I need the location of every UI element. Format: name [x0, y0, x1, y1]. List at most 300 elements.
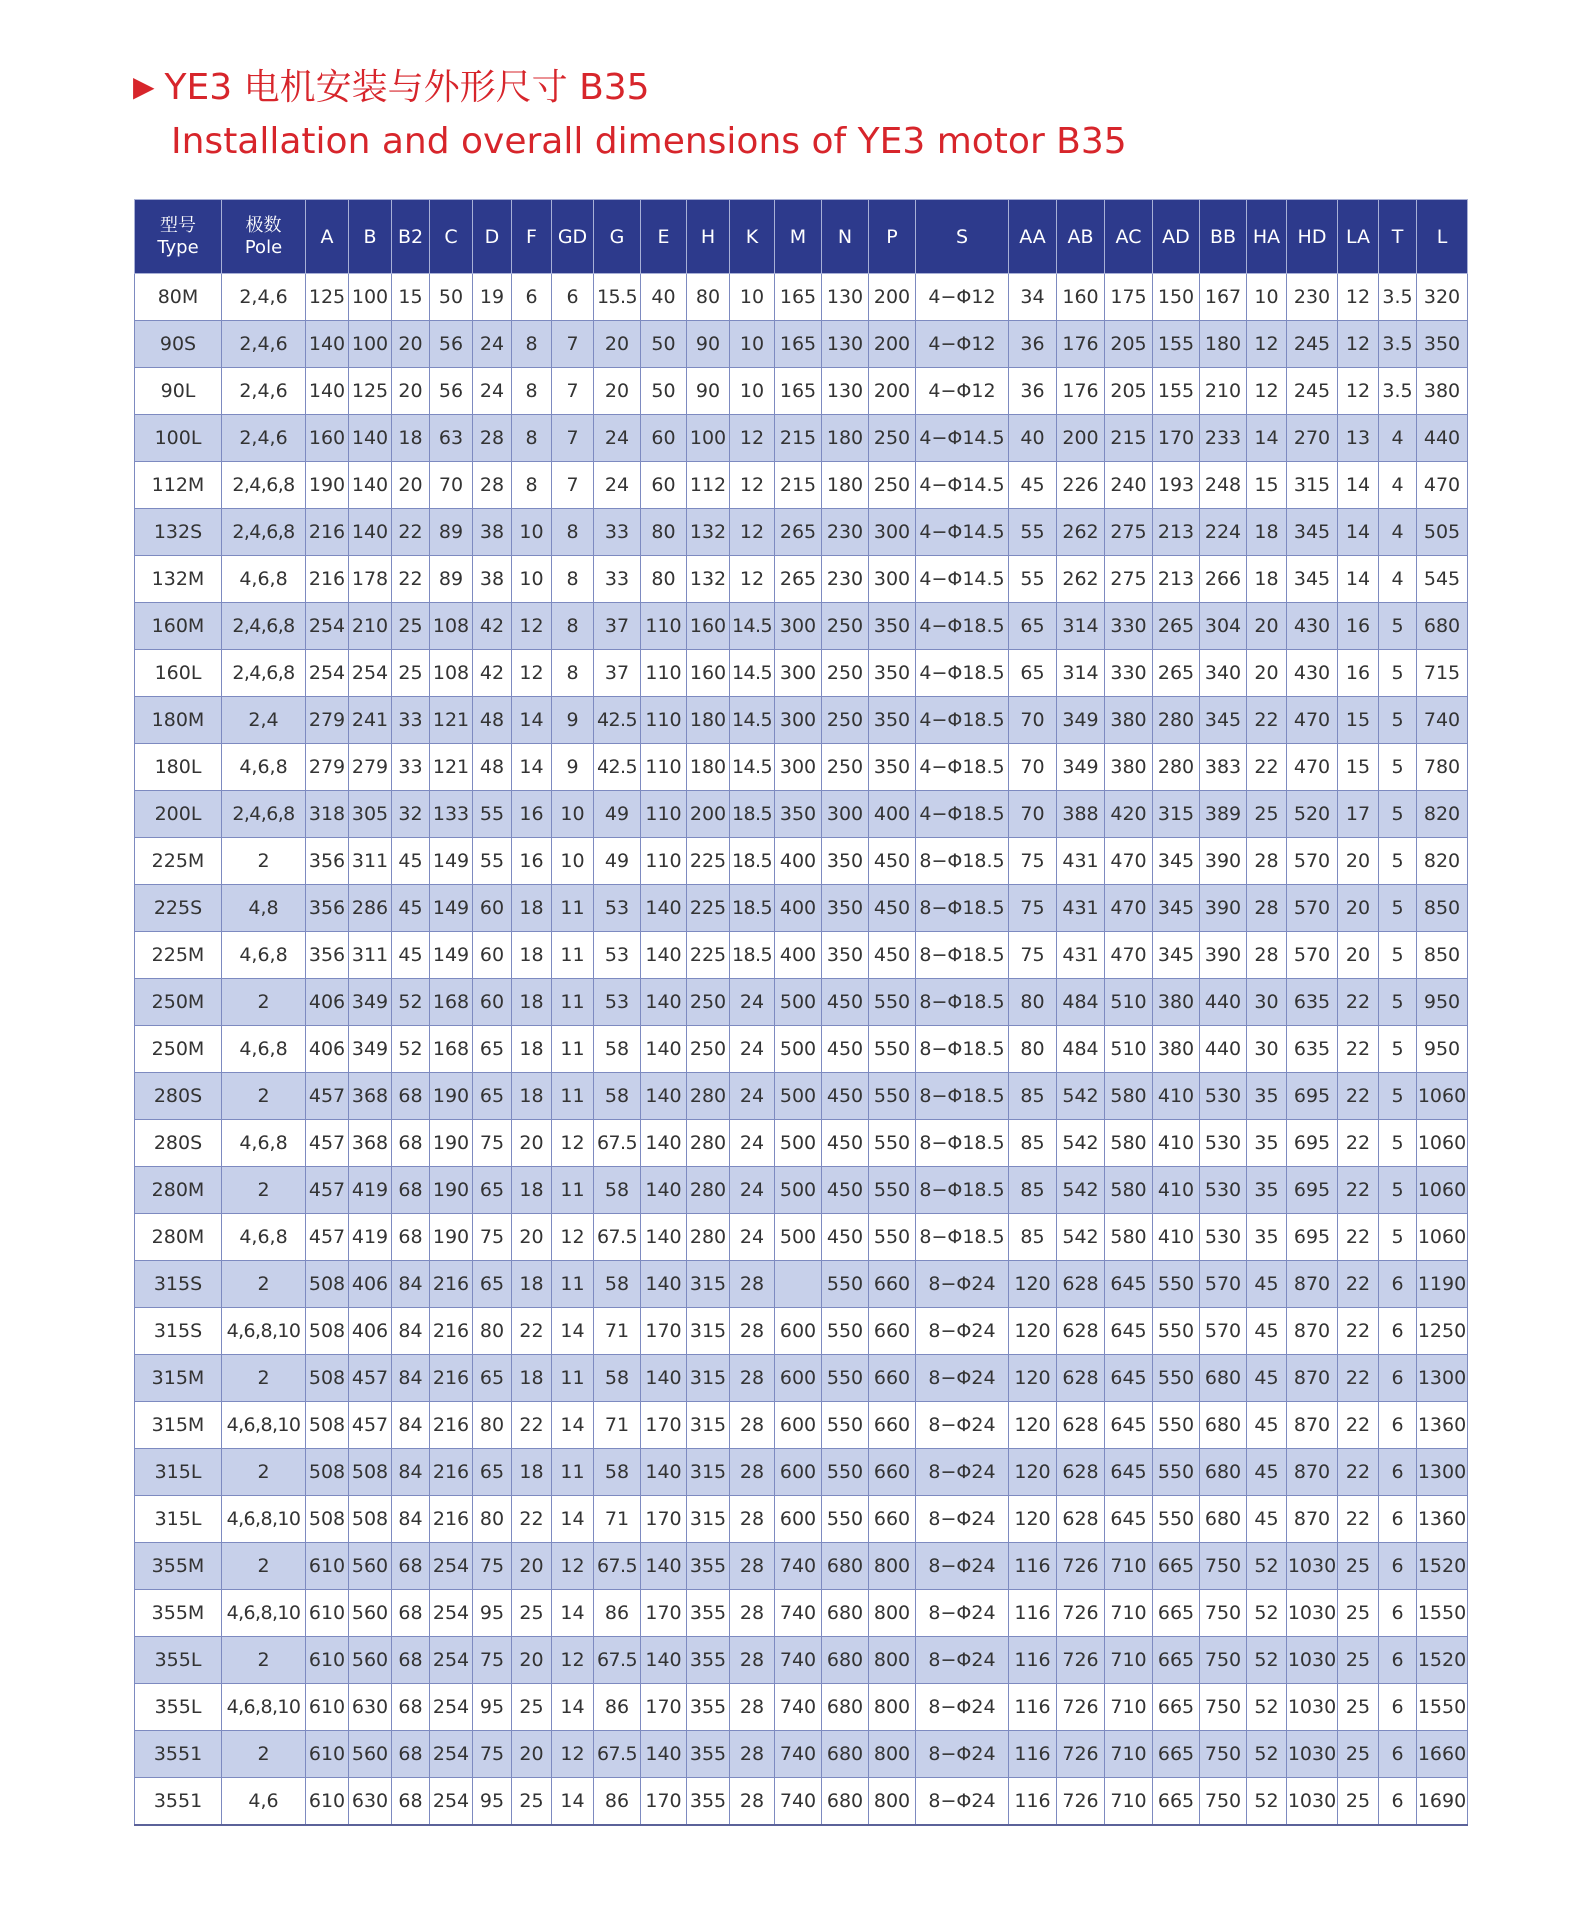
table-cell: 645	[1105, 1496, 1153, 1543]
table-cell: 5	[1379, 932, 1417, 979]
table-cell: 355L	[135, 1637, 222, 1684]
table-cell: 100L	[135, 415, 222, 462]
table-cell: 190	[430, 1120, 473, 1167]
table-cell: 1520	[1417, 1637, 1468, 1684]
table-cell: 6	[1379, 1449, 1417, 1496]
table-cell: 628	[1057, 1496, 1105, 1543]
column-header-label: BB	[1209, 225, 1237, 248]
table-cell: 30	[1247, 1026, 1287, 1073]
table-cell: 25	[1338, 1778, 1379, 1826]
table-cell: 25	[1338, 1543, 1379, 1590]
table-cell: 52	[1247, 1778, 1287, 1826]
table-cell: 470	[1287, 697, 1338, 744]
table-cell: 160M	[135, 603, 222, 650]
table-cell: 75	[1009, 838, 1057, 885]
table-cell: 8−Φ18.5	[916, 1120, 1009, 1167]
table-cell: 14	[552, 1590, 594, 1637]
table-cell: 431	[1057, 885, 1105, 932]
table-cell: 8−Φ18.5	[916, 1167, 1009, 1214]
table-cell: 71	[594, 1308, 641, 1355]
table-cell: 665	[1153, 1731, 1200, 1778]
table-cell: 286	[349, 885, 392, 932]
table-cell: 45	[1247, 1496, 1287, 1543]
table-cell: 140	[641, 1167, 687, 1214]
table-cell: 84	[392, 1308, 430, 1355]
table-cell: 180	[687, 744, 730, 791]
table-cell: 2,4,6,8	[222, 603, 306, 650]
table-row	[135, 1026, 1468, 1073]
table-cell: 726	[1057, 1637, 1105, 1684]
table-cell: 75	[1009, 885, 1057, 932]
table-cell: 6	[552, 274, 594, 321]
table-cell: 580	[1105, 1073, 1153, 1120]
table-cell: 1060	[1417, 1120, 1468, 1167]
table-cell: 315	[1287, 462, 1338, 509]
table-cell: 8	[512, 415, 552, 462]
table-cell: 750	[1200, 1778, 1247, 1826]
table-cell: 600	[775, 1355, 822, 1402]
table-cell: 8−Φ24	[916, 1449, 1009, 1496]
table-cell: 1300	[1417, 1449, 1468, 1496]
table-cell: 6	[1379, 1637, 1417, 1684]
table-cell: 25	[1247, 791, 1287, 838]
table-cell: 55	[473, 791, 512, 838]
table-cell: 750	[1200, 1684, 1247, 1731]
table-row	[135, 509, 1468, 556]
table-row	[135, 1731, 1468, 1778]
table-cell: 410	[1153, 1120, 1200, 1167]
table-cell: 10	[552, 838, 594, 885]
table-cell: 550	[869, 1120, 916, 1167]
table-cell: 550	[822, 1261, 869, 1308]
table-cell: 680	[822, 1637, 869, 1684]
table-cell: 680	[822, 1590, 869, 1637]
table-cell: 870	[1287, 1261, 1338, 1308]
table-cell: 18.5	[730, 885, 775, 932]
table-cell: 5	[1379, 1214, 1417, 1261]
table-cell: 2,4,6,8	[222, 791, 306, 838]
table-cell: 45	[392, 885, 430, 932]
table-cell: 410	[1153, 1214, 1200, 1261]
table-cell: 542	[1057, 1167, 1105, 1214]
table-cell: 6	[1379, 1543, 1417, 1590]
table-cell: 15	[392, 274, 430, 321]
table-cell: 470	[1105, 885, 1153, 932]
table-cell: 280	[687, 1073, 730, 1120]
table-cell: 315M	[135, 1402, 222, 1449]
table-cell: 12	[552, 1214, 594, 1261]
table-cell: 84	[392, 1355, 430, 1402]
table-cell: 4,8	[222, 885, 306, 932]
table-cell: 11	[552, 1073, 594, 1120]
table-cell: 280M	[135, 1167, 222, 1214]
table-cell: 25	[1338, 1684, 1379, 1731]
table-cell: 280M	[135, 1214, 222, 1261]
table-cell: 726	[1057, 1778, 1105, 1826]
table-cell: 168	[430, 979, 473, 1026]
table-cell: 4	[1379, 509, 1417, 556]
table-cell: 1060	[1417, 1214, 1468, 1261]
table-cell: 18	[1247, 556, 1287, 603]
table-cell: 645	[1105, 1355, 1153, 1402]
table-cell: 42	[473, 650, 512, 697]
table-cell: 2	[222, 1355, 306, 1402]
table-cell: 4−Φ18.5	[916, 744, 1009, 791]
table-cell: 345	[1287, 509, 1338, 556]
table-cell: 95	[473, 1590, 512, 1637]
table-cell: 14	[552, 1778, 594, 1826]
table-cell: 14	[512, 744, 552, 791]
table-cell: 600	[775, 1496, 822, 1543]
column-header-label: L	[1436, 225, 1448, 248]
table-cell: 508	[306, 1496, 349, 1543]
table-cell: 140	[641, 1214, 687, 1261]
column-header-label: D	[484, 225, 500, 248]
table-cell: 215	[1105, 415, 1153, 462]
table-cell: 225	[687, 838, 730, 885]
table-cell: 2,4,6,8	[222, 462, 306, 509]
table-row	[135, 274, 1468, 321]
table-cell: 368	[349, 1073, 392, 1120]
table-cell: 120	[1009, 1261, 1057, 1308]
table-cell: 250	[822, 603, 869, 650]
table-cell: 5	[1379, 1073, 1417, 1120]
table-cell: 390	[1200, 885, 1247, 932]
table-cell: 315	[687, 1261, 730, 1308]
table-cell: 48	[473, 697, 512, 744]
table-cell: 508	[306, 1261, 349, 1308]
table-cell: 34	[1009, 274, 1057, 321]
table-cell: 216	[430, 1308, 473, 1355]
table-cell: 431	[1057, 932, 1105, 979]
table-cell: 55	[473, 838, 512, 885]
table-cell: 42	[473, 603, 512, 650]
table-row	[135, 462, 1468, 509]
table-cell: 200L	[135, 791, 222, 838]
table-cell: 250M	[135, 1026, 222, 1073]
table-cell: 190	[306, 462, 349, 509]
table-cell: 205	[1105, 368, 1153, 415]
table-cell: 254	[430, 1731, 473, 1778]
table-cell: 2	[222, 1167, 306, 1214]
table-cell: 355	[687, 1684, 730, 1731]
table-cell: 508	[306, 1308, 349, 1355]
column-header-label: S	[955, 225, 969, 248]
table-cell: 330	[1105, 650, 1153, 697]
table-row	[135, 1684, 1468, 1731]
table-cell: 20	[392, 321, 430, 368]
table-cell: 20	[594, 321, 641, 368]
table-cell: 1360	[1417, 1496, 1468, 1543]
table-cell: 108	[430, 603, 473, 650]
table-cell: 28	[730, 1684, 775, 1731]
table-cell: 28	[730, 1590, 775, 1637]
table-cell: 280S	[135, 1120, 222, 1167]
table-cell: 180	[687, 697, 730, 744]
table-cell: 8−Φ24	[916, 1778, 1009, 1826]
table-cell: 4−Φ18.5	[916, 697, 1009, 744]
table-cell: 8	[552, 603, 594, 650]
table-cell: 80	[1009, 979, 1057, 1026]
table-cell: 20	[512, 1120, 552, 1167]
table-cell: 450	[869, 838, 916, 885]
table-cell: 950	[1417, 1026, 1468, 1073]
table-row	[135, 932, 1468, 979]
table-cell: 457	[306, 1214, 349, 1261]
table-cell: 22	[392, 556, 430, 603]
table-cell: 90S	[135, 321, 222, 368]
table-cell: 5	[1379, 885, 1417, 932]
table-cell: 254	[349, 650, 392, 697]
table-cell: 15	[1247, 462, 1287, 509]
table-cell: 355	[687, 1778, 730, 1826]
table-cell: 710	[1105, 1778, 1153, 1826]
table-cell: 12	[730, 556, 775, 603]
column-header	[1200, 200, 1247, 274]
table-cell: 380	[1105, 697, 1153, 744]
column-header	[1417, 200, 1468, 274]
table-row	[135, 1120, 1468, 1167]
table-cell: 28	[730, 1637, 775, 1684]
column-header	[473, 200, 512, 274]
table-cell: 50	[641, 368, 687, 415]
table-cell: 8	[552, 509, 594, 556]
table-cell: 550	[1153, 1402, 1200, 1449]
table-cell: 226	[1057, 462, 1105, 509]
table-cell: 12	[730, 462, 775, 509]
table-cell: 665	[1153, 1590, 1200, 1637]
table-cell: 116	[1009, 1543, 1057, 1590]
table-cell: 8	[512, 368, 552, 415]
table-cell: 350	[822, 838, 869, 885]
table-cell: 380	[1105, 744, 1153, 791]
table-cell: 349	[349, 1026, 392, 1073]
table-cell: 500	[775, 1073, 822, 1120]
table-cell: 230	[1287, 274, 1338, 321]
table-cell: 3.5	[1379, 321, 1417, 368]
table-cell: 28	[1247, 885, 1287, 932]
table-cell: 628	[1057, 1402, 1105, 1449]
table-cell: 14	[1338, 556, 1379, 603]
table-cell: 65	[1009, 650, 1057, 697]
table-cell: 580	[1105, 1120, 1153, 1167]
table-cell: 160	[687, 650, 730, 697]
table-cell: 250	[687, 979, 730, 1026]
table-cell: 300	[869, 556, 916, 603]
table-cell: 315	[687, 1402, 730, 1449]
table-cell: 10	[730, 321, 775, 368]
table-row	[135, 979, 1468, 1026]
table-cell: 180L	[135, 744, 222, 791]
table-cell: 8−Φ18.5	[916, 1214, 1009, 1261]
table-cell: 4−Φ18.5	[916, 603, 1009, 650]
table-cell: 570	[1287, 932, 1338, 979]
table-row	[135, 1402, 1468, 1449]
table-cell: 45	[1247, 1449, 1287, 1496]
table-cell: 7	[552, 321, 594, 368]
column-header	[775, 200, 822, 274]
column-header	[552, 200, 594, 274]
table-cell: 10	[730, 274, 775, 321]
table-cell: 1030	[1287, 1731, 1338, 1778]
table-cell: 67.5	[594, 1214, 641, 1261]
table-cell: 279	[349, 744, 392, 791]
table-cell: 25	[512, 1684, 552, 1731]
table-cell: 800	[869, 1543, 916, 1590]
table-cell: 30	[1247, 979, 1287, 1026]
table-cell: 11	[552, 1167, 594, 1214]
table-cell: 190	[430, 1167, 473, 1214]
table-cell: 628	[1057, 1261, 1105, 1308]
table-cell: 2,4,6	[222, 415, 306, 462]
table-cell: 508	[349, 1449, 392, 1496]
column-header-label: P	[886, 225, 898, 248]
table-cell: 315S	[135, 1261, 222, 1308]
table-cell: 71	[594, 1402, 641, 1449]
table-cell: 28	[473, 462, 512, 509]
column-header-label: 极数	[245, 214, 282, 236]
table-cell: 870	[1287, 1308, 1338, 1355]
table-cell: 457	[306, 1120, 349, 1167]
table-row	[135, 697, 1468, 744]
table-cell: 266	[1200, 556, 1247, 603]
table-cell: 110	[641, 838, 687, 885]
table-cell: 233	[1200, 415, 1247, 462]
column-header-label: M	[789, 225, 807, 248]
table-cell: 108	[430, 650, 473, 697]
table-cell: 8−Φ18.5	[916, 1026, 1009, 1073]
title-chinese-text: YE3 电机安装与外形尺寸 B35	[164, 67, 650, 108]
column-header-label: HA	[1252, 225, 1281, 248]
table-cell: 3551	[135, 1731, 222, 1778]
table-cell: 400	[775, 885, 822, 932]
table-cell: 22	[512, 1402, 552, 1449]
table-cell: 10	[512, 509, 552, 556]
table-cell: 250	[869, 415, 916, 462]
table-cell: 645	[1105, 1308, 1153, 1355]
table-cell: 8−Φ24	[916, 1731, 1009, 1778]
table-cell: 33	[392, 744, 430, 791]
table-cell: 450	[822, 1120, 869, 1167]
table-cell: 193	[1153, 462, 1200, 509]
table-cell: 100	[349, 321, 392, 368]
table-cell: 14.5	[730, 603, 775, 650]
table-cell: 12	[1338, 274, 1379, 321]
table-cell: 8	[512, 462, 552, 509]
table-cell: 680	[822, 1684, 869, 1731]
table-cell: 7	[552, 368, 594, 415]
table-cell: 250	[687, 1026, 730, 1073]
table-cell: 470	[1287, 744, 1338, 791]
table-cell: 216	[306, 556, 349, 603]
table-cell: 2	[222, 1637, 306, 1684]
table-cell: 315	[1153, 791, 1200, 838]
table-row	[135, 1496, 1468, 1543]
table-cell: 270	[1287, 415, 1338, 462]
table-cell: 315M	[135, 1355, 222, 1402]
table-cell: 200	[869, 274, 916, 321]
table-cell: 520	[1287, 791, 1338, 838]
table-cell: 68	[392, 1214, 430, 1261]
table-cell: 508	[306, 1449, 349, 1496]
table-cell: 130	[822, 368, 869, 415]
table-cell: 180	[822, 415, 869, 462]
table-cell: 560	[349, 1731, 392, 1778]
table-cell: 12	[512, 650, 552, 697]
table-cell: 125	[349, 368, 392, 415]
table-cell: 22	[1338, 1496, 1379, 1543]
table-cell: 89	[430, 556, 473, 603]
table-row	[135, 650, 1468, 697]
table-cell: 440	[1200, 979, 1247, 1026]
table-cell: 68	[392, 1590, 430, 1637]
table-cell: 10	[1247, 274, 1287, 321]
table-row	[135, 885, 1468, 932]
table-cell: 110	[641, 650, 687, 697]
table-cell: 8	[552, 650, 594, 697]
table-cell: 530	[1200, 1214, 1247, 1261]
table-cell: 695	[1287, 1073, 1338, 1120]
table-cell: 75	[1009, 932, 1057, 979]
table-cell: 225	[687, 932, 730, 979]
table-cell: 22	[1247, 744, 1287, 791]
table-cell: 500	[775, 1026, 822, 1073]
table-cell: 20	[1247, 650, 1287, 697]
table-cell: 170	[641, 1590, 687, 1637]
table-cell: 350	[822, 885, 869, 932]
table-cell: 48	[473, 744, 512, 791]
table-cell: 22	[1338, 979, 1379, 1026]
table-cell: 8−Φ18.5	[916, 885, 1009, 932]
table-cell: 28	[730, 1402, 775, 1449]
table-cell: 22	[512, 1308, 552, 1355]
table-cell: 36	[1009, 321, 1057, 368]
table-cell: 550	[1153, 1261, 1200, 1308]
table-cell: 12	[1338, 321, 1379, 368]
table-cell: 133	[430, 791, 473, 838]
table-cell: 726	[1057, 1731, 1105, 1778]
table-cell: 100	[687, 415, 730, 462]
table-cell: 58	[594, 1167, 641, 1214]
column-header-label: C	[444, 225, 458, 248]
table-cell: 50	[641, 321, 687, 368]
table-cell: 389	[1200, 791, 1247, 838]
table-cell: 52	[1247, 1684, 1287, 1731]
table-cell: 225M	[135, 838, 222, 885]
table-cell: 75	[473, 1214, 512, 1261]
table-cell: 5	[1379, 744, 1417, 791]
table-cell: 132M	[135, 556, 222, 603]
table-row	[135, 1214, 1468, 1261]
column-header-label: K	[745, 225, 759, 248]
table-cell: 542	[1057, 1120, 1105, 1167]
column-header-label: 型号	[160, 214, 196, 236]
table-cell: 28	[730, 1308, 775, 1355]
table-row	[135, 1261, 1468, 1308]
table-cell: 18.5	[730, 932, 775, 979]
table-cell: 170	[641, 1684, 687, 1731]
table-cell: 680	[1200, 1402, 1247, 1449]
table-cell: 380	[1153, 979, 1200, 1026]
table-cell: 149	[430, 885, 473, 932]
table-cell: 110	[641, 791, 687, 838]
table-cell: 710	[1105, 1731, 1153, 1778]
table-cell: 60	[473, 979, 512, 1026]
table-cell: 60	[473, 932, 512, 979]
table-cell: 28	[730, 1449, 775, 1496]
column-header	[430, 200, 473, 274]
table-cell: 11	[552, 932, 594, 979]
